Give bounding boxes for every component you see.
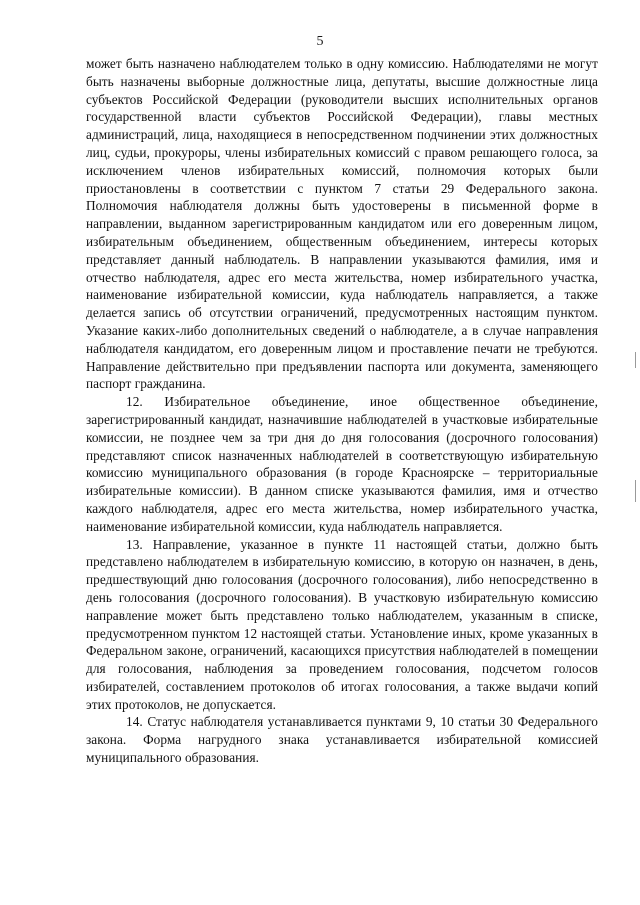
paragraph-observer-credentials: может быть назначено наблюдателем только в одну комиссию. Наблюдателями не могут быть назначены выборные должностные лица, депутаты, высшие должностные лица субъектов Российской Федерации (руководители высших исполнительных органов государственной власти субъектов Российской Федерации), главы местных администраций, лица, находящиеся в непосредственном подчинении этих должностных лиц, судьи, прокуроры, члены избирательных комиссий с правом решающего голоса, за исключением членов избирательных комиссий, полномочия которых были приостановлены в соответствии с пунктом 7 статьи 29 Федерального закона. Полномочия наблюдателя должны быть удостоверены в письменной форме в направлении, выданном зарегистрированным кандидатом или его доверенным лицом, избирательным объединением, общественным объединением, интересы которых представляет данный наблюдатель. В направлении указываются фамилия, имя и отчество наблюдателя, адрес его места жительства, номер избирательного участка, наименование избирательной комиссии, куда наблюдатель направляется, а также делается запись об отсутствии ограничений, предусмотренных настоящим пунктом. Указание каких-либо дополнительных сведений о наблюдателе, а в случае направления наблюдателя кандидатом, его доверенным лицом и проставление печати не требуются. Направление действительно при предъявлении паспорта или документа, заменяющего паспорт гражданина. <box>86 56 598 392</box>
page-number: 5 <box>316 34 324 49</box>
scan-edge-mark <box>635 480 636 502</box>
paragraph-12-observer-list: 12. Избирательное объединение, иное общественное объединение, зарегистрированный кандидат, назначившие наблюдателей в участковые избирательные комиссии, не позднее чем за три дня до дня голосования (досрочного голосования) представляют список назначенных наблюдателей в соответствующую избирательную комиссию муниципального образования (в городе Красноярске – территориальные избирательные комиссии). В данном списке указываются фамилия, имя и отчество каждого наблюдателя, адрес его места жительства, номер избирательного участка, наименование избирательной комиссии, куда наблюдатель направляется. <box>86 394 598 534</box>
paragraph-13-referral-submission: 13. Направление, указанное в пункте 11 настоящей статьи, должно быть представлено наблюдателем в избирательную комиссию, в которую он назначен, в день, предшествующий дню голосования (досрочного голосования), либо непосредственно в день голосования (досрочного голосования). В участковую избирательную комиссию направление может быть представлено только наблюдателем, указанным в списке, предусмотренном пунктом 12 настоящей статьи. Установление иных, кроме указанных в Федеральном законе, ограничений, касающихся присутствия наблюдателей в помещении для голосования, наблюдения за проведением голосования, подсчетом голосов избирателей, составлением протоколов об итогах голосования, а также выдачи копий этих протоколов, не допускается. <box>86 536 598 712</box>
scan-edge-mark <box>635 352 636 368</box>
paragraph-14-observer-status: 14. Статус наблюдателя устанавливается пунктами 9, 10 статьи 30 Федерального закона. Форма нагрудного знака устанавливается избирательной комиссией муниципального образования. <box>86 714 598 766</box>
document-body <box>86 55 598 767</box>
